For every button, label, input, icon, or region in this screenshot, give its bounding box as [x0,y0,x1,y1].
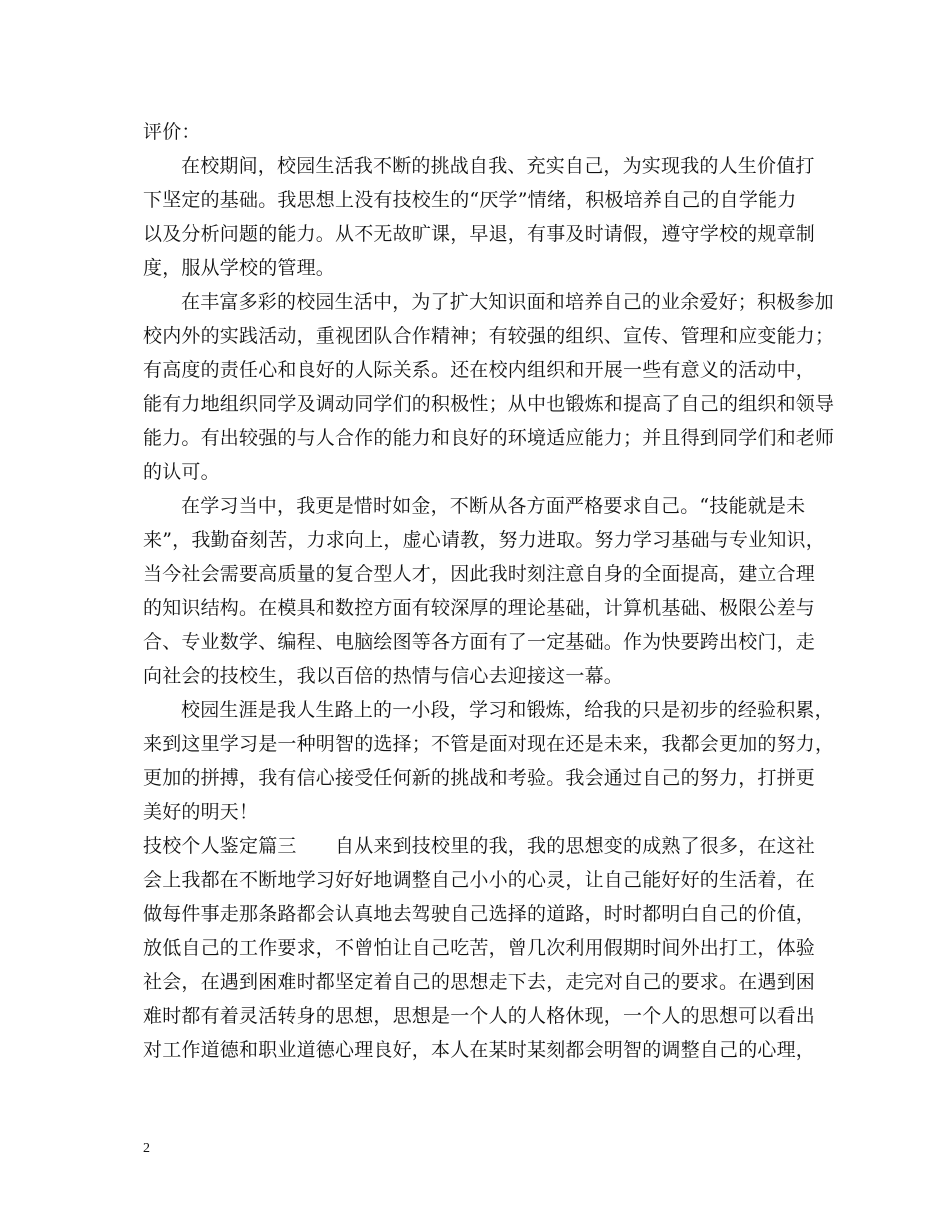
text-line: 来到这里学习是一种明智的选择；不管是面对现在还是未来，我都会更加的努力， [143,733,835,755]
text-line: 校园生涯是我人生路上的一小段，学习和锻炼，给我的只是初步的经验积累， [181,699,834,721]
text-line: 能有力地组织同学及调动同学们的积极性；从中也锻炼和提高了自己的组织和领导 [143,393,835,415]
text-line-section-heading: 技校个人鉴定篇三 自从来到技校里的我，我的思想变的成熟了很多，在这社 [143,835,816,857]
text-line: 在学习当中，我更是惜时如金，不断从各方面严格要求自己。“技能就是未 [181,495,806,517]
text-line: 社会，在遇到困难时都坚定着自己的思想走下去，走完对自己的要求。在遇到困 [143,971,816,993]
text-line: 来”，我勤奋刻苦，力求向上，虚心请教，努力进取。努力学习基础与专业知识， [143,529,825,551]
text-line: 在校期间，校园生活我不断的挑战自我、充实自己，为实现我的人生价值打 [181,155,815,177]
text-line: 难时都有着灵活转身的思想，思想是一个人的人格休现，一个人的思想可以看出 [143,1005,816,1027]
text-line: 能力。有出较强的与人合作的能力和良好的环境适应能力；并且得到同学们和老师 [143,427,835,449]
text-line: 更加的拼搏，我有信心接受任何新的挑战和考验。我会通过自己的努力，打拼更 [143,767,816,789]
text-line: 合、专业数学、编程、电脑绘图等各方面有了一定基础。作为快要跨出校门，走 [143,631,816,653]
text-line: 下坚定的基础。我思想上没有技校生的“厌学”情绪，积极培养自己的自学能力 [143,189,797,211]
text-line: 在丰富多彩的校园生活中，为了扩大知识面和培养自己的业余爱好；积极参加 [181,291,834,313]
text-line: 会上我都在不断地学习好好地调整自己小小的心灵，让自己能好好的生活着，在 [143,869,816,891]
text-line: 做每件事走那条路都会认真地去驾驶自己选择的道路，时时都明白自己的价值， [143,903,816,925]
text-line: 对工作道德和职业道德心理良好，本人在某时某刻都会明智的调整自己的心理， [143,1039,816,1061]
text-line: 有高度的责任心和良好的人际关系。还在校内组织和开展一些有意义的活动中， [143,359,816,381]
text-line: 度，服从学校的管理。 [143,257,336,279]
text-line: 以及分析问题的能力。从不无故旷课，早退，有事及时请假，遵守学校的规章制 [143,223,816,245]
page-number: 2 [143,1141,150,1156]
text-line-evaluation-heading: 评价： [143,121,201,143]
text-line: 校内外的实践活动，重视团队合作精神；有较强的组织、宣传、管理和应变能力； [143,325,835,347]
text-line: 美好的明天！ [143,801,259,823]
text-line: 的知识结构。在模具和数控方面有较深厚的理论基础，计算机基础、极限公差与 [143,597,816,619]
text-line: 放低自己的工作要求，不曾怕让自己吃苦，曾几次利用假期时间外出打工，体验 [143,937,816,959]
text-line: 当今社会需要高质量的复合型人才，因此我时刻注意自身的全面提高，建立合理 [143,563,816,585]
text-line: 的认可。 [143,461,220,483]
text-line: 向社会的技校生，我以百倍的热情与信心去迎接这一幕。 [143,665,624,687]
